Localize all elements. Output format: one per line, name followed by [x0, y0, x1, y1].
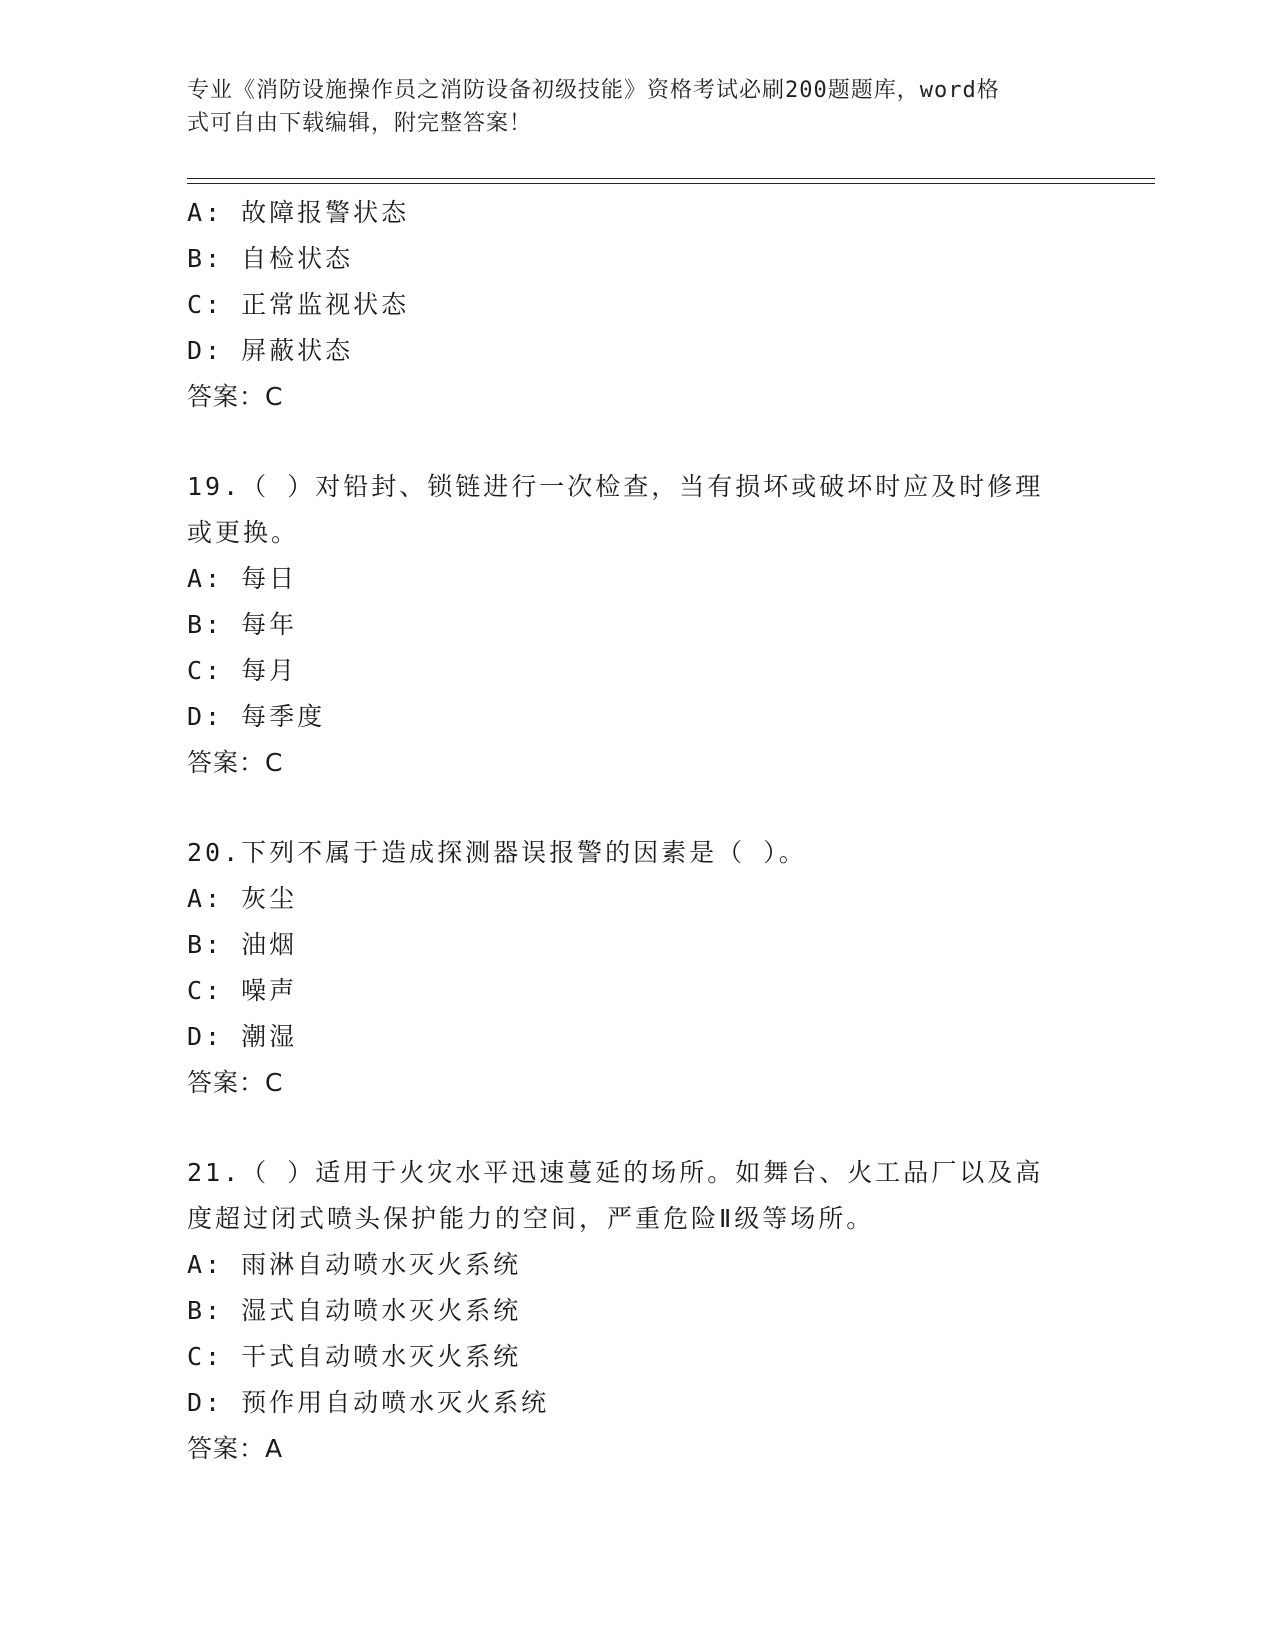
spacer — [187, 1106, 1087, 1150]
answer-line: 答案：C — [187, 748, 284, 777]
header-line-2: 式可自由下载编辑，附完整答案！ — [187, 111, 533, 136]
answer-line: 答案：C — [187, 1068, 284, 1097]
option-d: D: 预作用自动喷水灭火系统 — [187, 1388, 550, 1417]
answer-line: 答案：C — [187, 382, 284, 411]
option-b: B: 每年 — [187, 610, 298, 639]
option-c: C: 每月 — [187, 656, 298, 685]
header-line-1: 专业《消防设施操作员之消防设备初级技能》资格考试必刷200题题库，word格 — [187, 78, 1000, 103]
option-d: D: 屏蔽状态 — [187, 336, 354, 365]
question-stem-line-2: 度超过闭式喷头保护能力的空间，严重危险Ⅱ级等场所。 — [187, 1204, 875, 1233]
question-list — [187, 190, 1087, 1472]
option-a: A: 雨淋自动喷水灭火系统 — [187, 1250, 522, 1279]
question-18 — [187, 190, 1087, 420]
question-stem-line-1: 21.（ ）适用于火灾水平迅速蔓延的场所。如舞台、火工品厂以及高 — [187, 1158, 1044, 1187]
option-b: B: 油烟 — [187, 930, 298, 959]
option-d: D: 每季度 — [187, 702, 326, 731]
question-21 — [187, 1150, 1087, 1472]
document-header — [187, 74, 1067, 140]
option-a: A: 故障报警状态 — [187, 198, 410, 227]
option-d: D: 潮湿 — [187, 1022, 298, 1051]
spacer — [187, 420, 1087, 464]
question-stem-line-1: 19.（ ）对铅封、锁链进行一次检查，当有损坏或破坏时应及时修理 — [187, 472, 1044, 501]
header-divider-bottom — [187, 183, 1155, 184]
header-divider-top — [187, 178, 1155, 179]
option-c: C: 正常监视状态 — [187, 290, 410, 319]
option-b: B: 自检状态 — [187, 244, 354, 273]
option-b: B: 湿式自动喷水灭火系统 — [187, 1296, 522, 1325]
question-19 — [187, 464, 1087, 786]
question-stem-line-1: 20.下列不属于造成探测器误报警的因素是（ ）。 — [187, 838, 807, 867]
spacer — [187, 786, 1087, 830]
option-a: A: 每日 — [187, 564, 298, 593]
option-c: C: 干式自动喷水灭火系统 — [187, 1342, 522, 1371]
question-20 — [187, 830, 1087, 1106]
question-stem-line-2: 或更换。 — [187, 518, 300, 547]
option-c: C: 噪声 — [187, 976, 298, 1005]
option-a: A: 灰尘 — [187, 884, 298, 913]
answer-line: 答案：A — [187, 1434, 284, 1463]
